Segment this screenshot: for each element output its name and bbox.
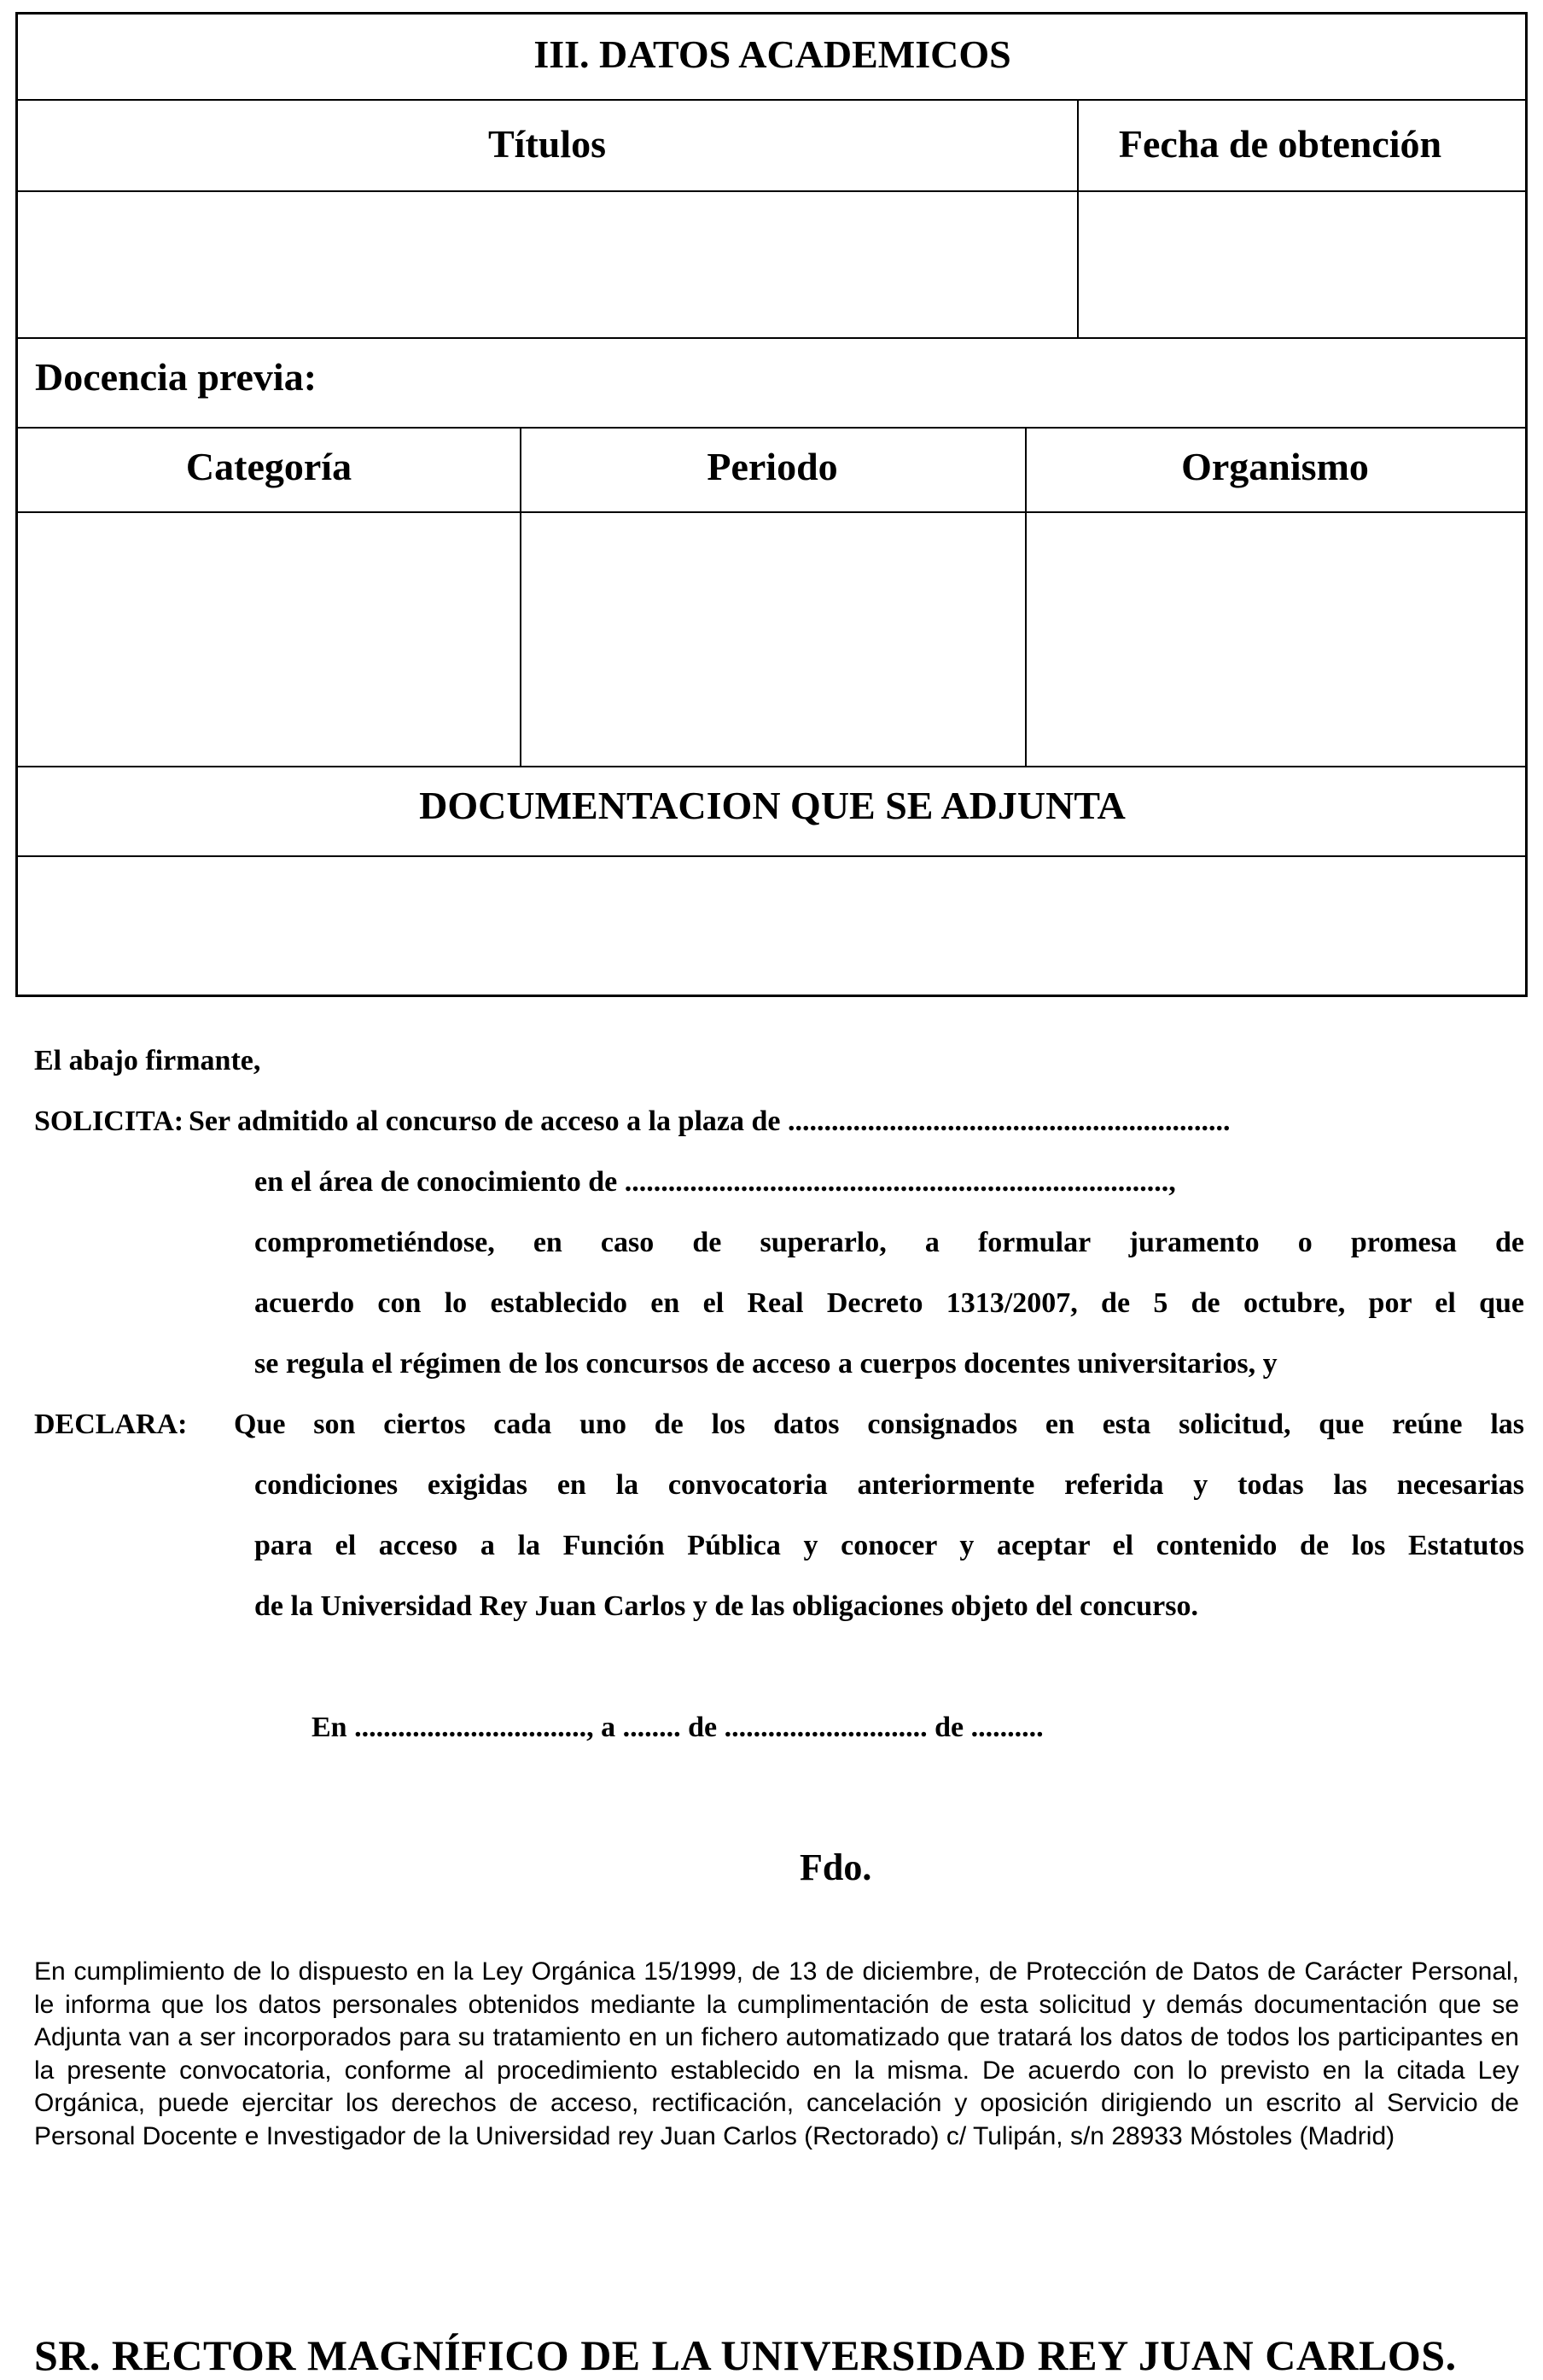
- titles-input-area[interactable]: [18, 101, 1075, 190]
- academic-data-form: [15, 12, 1528, 997]
- addressee-footer: SR. RECTOR MAGNÍFICO DE LA UNIVERSIDAD REY JUAN CARLOS.: [34, 2331, 1457, 2379]
- categoria-header: Categoría: [185, 445, 352, 488]
- solicita-line: se regula el régimen de los concursos de acceso a cuerpos docentes universitarios, y: [254, 1348, 1278, 1380]
- row-divider: [18, 766, 1525, 767]
- place-date-line: En ................................, a ........ de ............................ de ..........: [312, 1712, 1044, 1743]
- solicita-line: comprometiéndose, en caso de superarlo, a formular juramento o promesa de: [254, 1227, 1524, 1258]
- periodo-header: Periodo: [707, 445, 838, 488]
- categoria-input-area[interactable]: [18, 513, 519, 766]
- intro-text: El abajo firmante,: [34, 1045, 261, 1076]
- organismo-header: Organismo: [1181, 445, 1369, 488]
- periodo-input-area[interactable]: [521, 513, 1024, 766]
- row-divider: [18, 190, 1525, 192]
- section-title: III. DATOS ACADEMICOS: [533, 32, 1011, 76]
- documentacion-input-area[interactable]: [18, 857, 1525, 995]
- signature-label: Fdo.: [800, 1846, 872, 1888]
- date-input-area[interactable]: [1079, 101, 1525, 190]
- documentacion-header: DOCUMENTACION QUE SE ADJUNTA: [419, 784, 1126, 827]
- date-header: Fecha de obtención: [1118, 122, 1442, 166]
- declara-line: para el acceso a la Función Pública y conocer y aceptar el contenido de los Estatutos: [254, 1530, 1524, 1561]
- solicita-line: en el área de conocimiento de ...........................................................................,: [254, 1166, 1176, 1198]
- declara-line: Que son ciertos cada uno de los datos consignados en esta solicitud, que reúne las: [234, 1409, 1524, 1440]
- declara-line: de la Universidad Rey Juan Carlos y de las obligaciones objeto del concurso.: [254, 1590, 1198, 1622]
- row-divider: [18, 427, 1525, 429]
- solicita-line: acuerdo con lo establecido en el Real Decreto 1313/2007, de 5 de octubre, por el que: [254, 1287, 1524, 1319]
- titles-header: Títulos: [487, 122, 607, 166]
- solicita-line: Ser admitido al concurso de acceso a la plaza de .............................................................: [189, 1105, 1231, 1137]
- organismo-input-area[interactable]: [1027, 513, 1525, 766]
- declara-line: condiciones exigidas en la convocatoria anteriormente referida y todas las necesarias: [254, 1469, 1524, 1501]
- docencia-label: Docencia previa:: [35, 355, 317, 399]
- solicita-label: SOLICITA:: [34, 1105, 184, 1137]
- declara-label: DECLARA:: [34, 1409, 188, 1440]
- row-divider: [18, 337, 1525, 339]
- data-protection-notice: En cumplimiento de lo dispuesto en la Ley Orgánica 15/1999, de 13 de diciembre, de Protección de Datos de Carácter Personal, le informa que los datos personales obtenidos mediante la cumplimentación de esta solicitud y demás documentación que se Adjunta van a ser incorporados para su tratamiento en un fichero automatizado que tratará los datos de todos los participantes en la presente convocatoria, conforme al procedimiento establecido en la misma. De acuerdo con lo previsto en la citada Ley Orgánica, puede ejercitar los derechos de acceso, rectificación, cancelación y oposición dirigiendo un escrito al Servicio de Personal Docente e Investigador de la Universidad rey Juan Carlos (Rectorado) c/ Tulipán, s/n 28933 Móstoles (Madrid): [34, 1957, 1519, 2150]
